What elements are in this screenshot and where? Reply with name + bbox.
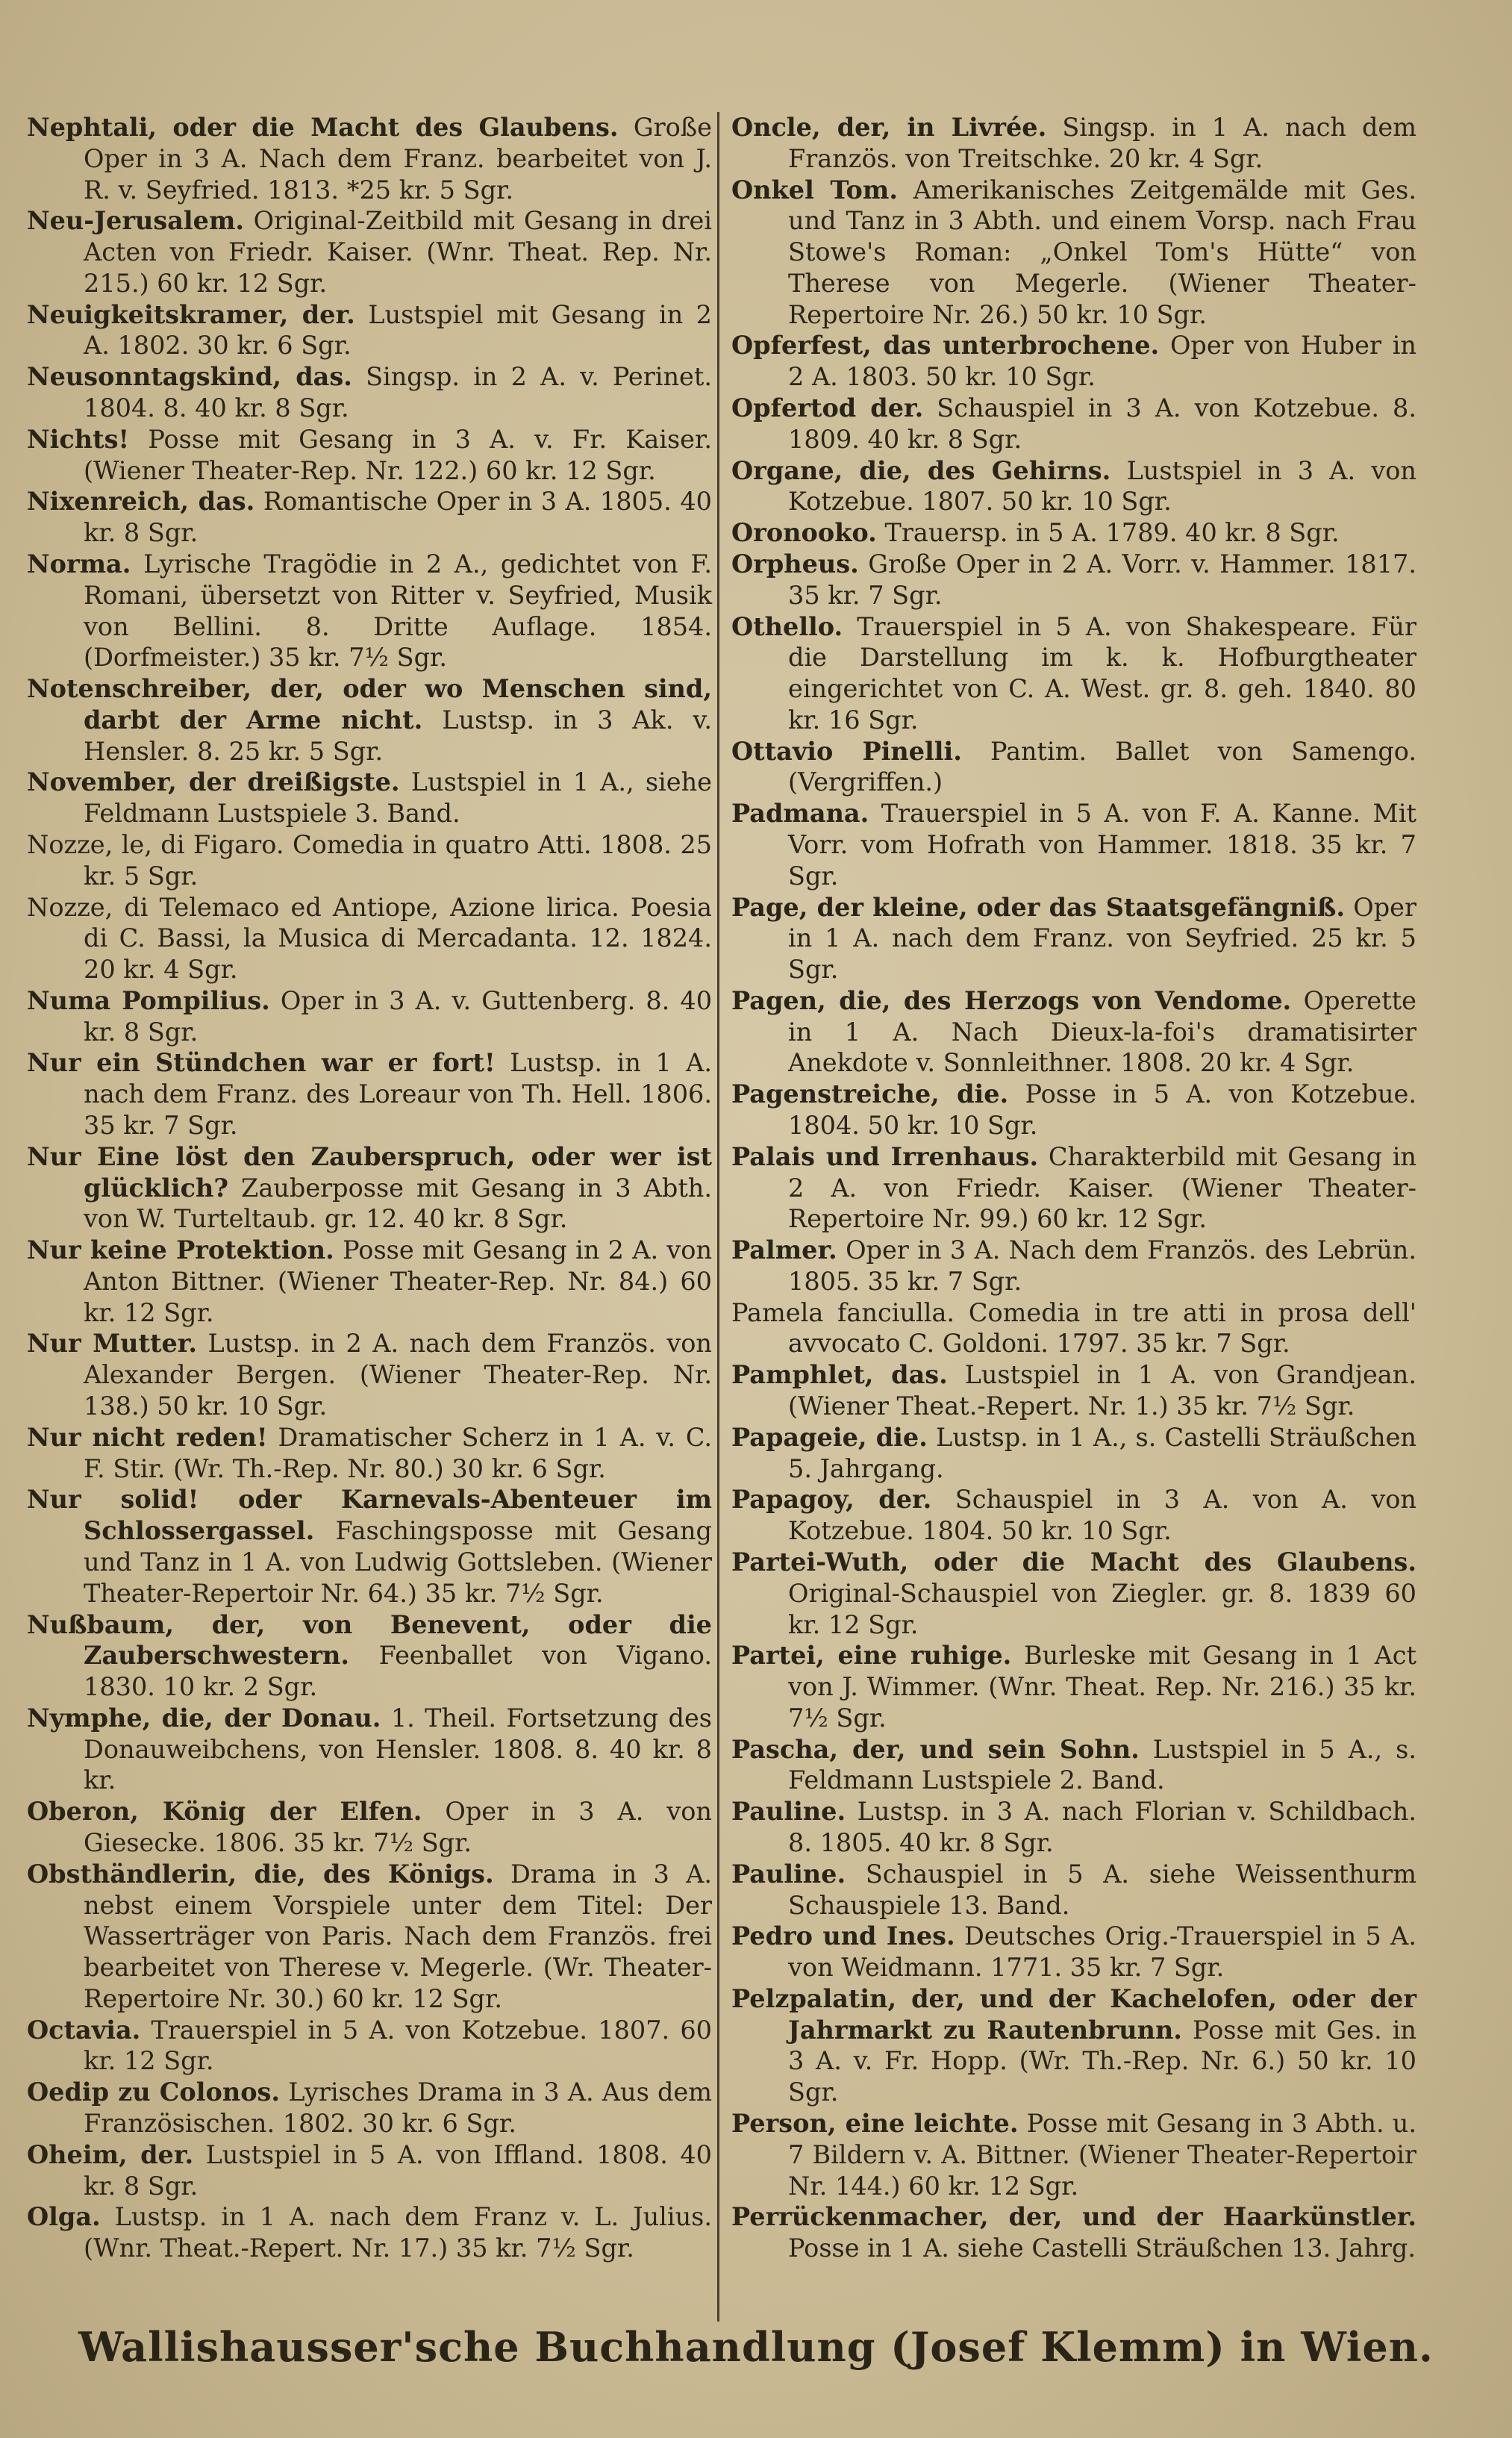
catalog-entry <box>27 1703 712 1796</box>
entry-description: Oper in 1 A. nach dem Franz. von Seyfried. 25 kr. 5 Sgr. <box>788 892 1416 985</box>
catalog-entry <box>27 1141 712 1235</box>
entry-description: Lustsp. in 2 A. nach dem Französ. von Alexander Bergen. (Wiener Theater-Rep. Nr. 138.) 50 kr. 10 Sgr. <box>84 1329 712 1421</box>
catalog-entry <box>27 892 712 985</box>
entry-title: Nur solid! oder Karnevals-Abenteuer im Schlossergassel. <box>27 1485 712 1546</box>
entry-description: Deutsches Orig.-Trauerspiel in 5 A. von Weidmann. 1771. 35 kr. 7 Sgr. <box>788 1921 1416 1983</box>
catalog-entry <box>731 1859 1416 1921</box>
catalog-entry <box>27 2077 712 2139</box>
entry-description: Charakterbild mit Gesang in 2 A. von Friedr. Kaiser. (Wiener Theater-Repertoire Nr. 99.) 60 kr. 12 Sgr. <box>788 1141 1416 1234</box>
entry-title: Octavia. <box>27 2015 141 2045</box>
catalog-entry <box>27 985 712 1048</box>
catalog-entry <box>27 767 712 829</box>
entry-title: Othello. <box>731 611 843 641</box>
catalog-entry <box>731 2201 1416 2264</box>
entry-title: Nichts! <box>27 424 130 454</box>
catalog-entry <box>731 1734 1416 1797</box>
entry-description: Schauspiel in 3 A. von Kotzebue. 8. 1809. 40 kr. 8 Sgr. <box>788 393 1416 454</box>
entry-title: Pedro und Ines. <box>731 1921 955 1951</box>
catalog-entry <box>731 517 1416 549</box>
entry-title: Nur ein Stündchen war er fort! <box>27 1048 496 1078</box>
catalog-entry <box>27 2201 712 2264</box>
catalog-entry <box>731 1547 1416 1640</box>
entry-description: Nozze, le, di Figaro. Comedia in quatro Atti. 1808. 25 kr. 5 Sgr. <box>27 829 712 891</box>
entry-title: Person, eine leichte. <box>731 2109 1019 2138</box>
catalog-entry <box>27 1484 712 1609</box>
entry-title: Pelzpalatin, der, und der Kachelofen, oder der Jahrmarkt zu Rautenbrunn. <box>731 1983 1416 2045</box>
catalog-entry <box>27 205 712 299</box>
catalog-entry <box>731 1359 1416 1422</box>
entry-description: Oper von Huber in 2 A. 1803. 50 kr. 10 Sgr. <box>788 331 1416 392</box>
entry-description: Große Oper in 3 A. Nach dem Franz. bearbeitet von J. R. v. Seyfried. 1813. *25 kr. 5 Sgr. <box>84 113 712 205</box>
catalog-entry <box>27 1859 712 2015</box>
entry-description: Lustspiel in 3 A. von Kotzebue. 1807. 50 kr. 10 Sgr. <box>788 455 1416 517</box>
entry-title: Obsthändlerin, die, des Königs. <box>27 1859 494 1889</box>
entry-title: Pauline. <box>731 1859 846 1889</box>
entry-description: Burleske mit Gesang in 1 Act von J. Wimmer. (Wnr. Theat. Rep. Nr. 216.) 35 kr. 7½ Sgr. <box>788 1641 1416 1733</box>
catalog-entry <box>731 985 1416 1079</box>
entry-description: Pantim. Ballet von Samengo. (Vergriffen.) <box>788 736 1417 797</box>
entry-description: Operette in 1 A. Nach Dieux-la-foi's dramatisirter Anekdote v. Sonnleithner. 1808. 20 kr. 4 Sgr. <box>788 985 1416 1078</box>
entry-title: Numa Pompilius. <box>27 985 270 1015</box>
catalog-entry <box>27 299 712 362</box>
catalog-entry <box>731 611 1416 736</box>
entry-description: Original-Zeitbild mit Gesang in drei Acten von Friedr. Kaiser. (Wnr. Theat. Rep. Nr. 215.) 60 kr. 12 Sgr. <box>84 206 713 298</box>
entry-title: Padmana. <box>731 799 869 829</box>
catalog-entry <box>27 486 712 549</box>
catalog-entry <box>27 112 712 205</box>
entry-title: Perrückenmacher, der, und der Haarkünstler. <box>731 2202 1416 2232</box>
entry-description: Feenballet von Vigano. 1830. 10 kr. 2 Sgr. <box>84 1641 712 1702</box>
column-divider <box>717 112 719 2322</box>
catalog-entry <box>27 1796 712 1859</box>
entry-title: Norma. <box>27 549 131 579</box>
entry-title: Partei-Wuth, oder die Macht des Glaubens. <box>731 1547 1416 1577</box>
entry-description: Große Oper in 2 A. Vorr. v. Hammer. 1817. 35 kr. 7 Sgr. <box>788 549 1417 610</box>
left-column <box>27 112 712 2264</box>
catalog-entry <box>27 2015 712 2077</box>
catalog-entry <box>27 549 712 673</box>
catalog-entry <box>731 1297 1416 1360</box>
entry-description: Lustspiel in 1 A., siehe Feldmann Lustspiele 3. Band. <box>84 767 712 829</box>
entry-title: Papageie, die. <box>731 1422 928 1452</box>
entry-title: Nymphe, die, der Donau. <box>27 1703 381 1733</box>
entry-title: Opfertod der. <box>731 393 924 423</box>
entry-description: Lustspiel in 5 A., s. Feldmann Lustspiele 2. Band. <box>788 1734 1416 1795</box>
entry-description: Lustspiel mit Gesang in 2 A. 1802. 30 kr. 6 Sgr. <box>84 299 712 361</box>
entry-description: Amerikanisches Zeitgemälde mit Ges. und Tanz in 3 Abth. und einem Vorsp. nach Frau Stowe's Roman: „Onkel Tom's Hütte“ von Therese von Megerle. (Wiener Theater-Repertoire Nr. 26.) 50 kr. 10 Sgr. <box>788 175 1416 329</box>
catalog-entry <box>731 1422 1416 1485</box>
entry-title: Pamphlet, das. <box>731 1360 948 1390</box>
entry-title: Nur Eine löst den Zauberspruch, oder wer ist glücklich? <box>27 1141 712 1203</box>
entry-title: Palais und Irrenhaus. <box>731 1141 1039 1171</box>
entry-description: Lustsp. in 3 Ak. v. Hensler. 8. 25 kr. 5 Sgr. <box>84 705 713 766</box>
entry-description: Trauerspiel in 5 A. von Kotzebue. 1807. 60 kr. 12 Sgr. <box>84 2015 712 2076</box>
entry-description: Posse mit Ges. in 3 A. v. Fr. Hopp. (Wr. Th.-Rep. Nr. 6.) 50 kr. 10 Sgr. <box>788 2015 1416 2107</box>
catalog-entry <box>27 829 712 892</box>
entry-title: Orpheus. <box>731 549 859 579</box>
entry-description: Dramatischer Scherz in 1 A. v. C. F. Stir. (Wr. Th.-Rep. Nr. 80.) 30 kr. 6 Sgr. <box>84 1422 712 1483</box>
entry-description: Posse in 1 A. siehe Castelli Sträußchen 13. Jahrg. <box>788 2233 1416 2263</box>
entry-description: Lyrische Tragödie in 2 A., gedichtet von F. Romani, übersetzt von Ritter v. Seyfried, Musik von Bellini. 8. Dritte Auflage. 1854. (Dorfmeister.) 35 kr. 7½ Sgr. <box>84 549 713 673</box>
entry-title: Nephtali, oder die Macht des Glaubens. <box>27 113 619 142</box>
entry-description: Pamela fanciulla. Comedia in tre atti in prosa dell' avvocato C. Goldoni. 1797. 35 kr. 7 Sgr. <box>731 1297 1416 1359</box>
entry-description: Nozze, di Telemaco ed Antiope, Azione lirica. Poesia di C. Bassi, la Musica di Mercadanta. 12. 1824. 20 kr. 4 Sgr. <box>27 892 712 985</box>
entry-description: Posse in 5 A. von Kotzebue. 1804. 50 kr. 10 Sgr. <box>788 1079 1416 1140</box>
entry-title: Pagen, die, des Herzogs von Vendome. <box>731 985 1292 1015</box>
entry-description: Lustsp. in 1 A. nach dem Franz v. L. Julius. (Wnr. Theat.-Repert. Nr. 17.) 35 kr. 7½ Sgr. <box>84 2202 712 2263</box>
entry-description: Drama in 3 A. nebst einem Vorspiele unter dem Titel: Der Wasserträger von Paris. Nach dem Französ. frei bearbeitet von Therese v. Megerle. (Wr. Theater-Repertoire Nr. 30.) 60 kr. 12 Sgr. <box>84 1859 712 2013</box>
entry-description: Lustspiel in 5 A. von Iffland. 1808. 40 kr. 8 Sgr. <box>84 2139 712 2201</box>
catalog-entry <box>27 1047 712 1141</box>
catalog-entry <box>731 1484 1416 1547</box>
entry-title: Opferfest, das unterbrochene. <box>731 331 1160 361</box>
entry-description: Trauersp. in 5 A. 1789. 40 kr. 8 Sgr. <box>884 518 1340 548</box>
entry-title: Pagenstreiche, die. <box>731 1079 1009 1109</box>
catalog-entry <box>27 1328 712 1421</box>
entry-description: Oper in 3 A. Nach dem Französ. des Lebrün. 1805. 35 kr. 7 Sgr. <box>788 1235 1416 1296</box>
catalog-entry <box>731 330 1416 393</box>
catalog-entry <box>731 892 1416 985</box>
catalog-entry <box>731 1141 1416 1235</box>
entry-title: Nur Mutter. <box>27 1329 198 1359</box>
entry-title: Neu-Jerusalem. <box>27 206 245 236</box>
catalog-entry <box>731 549 1416 611</box>
entry-title: Papagoy, der. <box>731 1485 932 1515</box>
catalog-entry <box>731 1235 1416 1297</box>
entry-title: Ottavio Pinelli. <box>731 736 962 766</box>
entry-description: Lustsp. in 3 A. nach Florian v. Schildbach. 8. 1805. 40 kr. 8 Sgr. <box>788 1797 1416 1857</box>
entry-title: Nixenreich, das. <box>27 487 255 517</box>
entry-description: Oper in 3 A. v. Guttenberg. 8. 40 kr. 8 Sgr. <box>84 985 713 1047</box>
catalog-entry <box>731 1796 1416 1859</box>
entry-title: Palmer. <box>731 1235 837 1265</box>
catalog-entry <box>731 1921 1416 1983</box>
entry-title: Page, der kleine, oder das Staatsgefängniß. <box>731 892 1346 922</box>
entry-description: Original-Schauspiel von Ziegler. gr. 8. 1839 60 kr. 12 Sgr. <box>788 1578 1416 1639</box>
catalog-entry <box>27 673 712 767</box>
catalog-entry <box>27 2139 712 2202</box>
entry-title: Neusonntagskind, das. <box>27 362 352 392</box>
entry-title: Pascha, der, und sein Sohn. <box>731 1734 1140 1764</box>
entry-description: Lustspiel in 1 A. von Grandjean. (Wiener Theat.-Repert. Nr. 1.) 35 kr. 7½ Sgr. <box>788 1360 1417 1421</box>
entry-title: Pauline. <box>731 1797 846 1827</box>
catalog-entry <box>27 1422 712 1485</box>
catalog-entry <box>27 1235 712 1328</box>
entry-description: Posse mit Gesang in 3 A. v. Fr. Kaiser. (Wiener Theater-Rep. Nr. 122.) 60 kr. 12 Sgr. <box>84 424 712 485</box>
entry-description: Singsp. in 1 A. nach dem Französ. von Treitschke. 20 kr. 4 Sgr. <box>788 113 1417 173</box>
entry-description: Schauspiel in 3 A. von A. von Kotzebue. 1804. 50 kr. 10 Sgr. <box>788 1485 1416 1546</box>
publisher-footer: Wallishausser'sche Buchhandlung (Josef Klemm) in Wien. <box>78 2323 1434 2371</box>
catalog-entry <box>731 798 1416 891</box>
entry-title: Partei, eine ruhige. <box>731 1641 1012 1671</box>
entry-description: Lyrisches Drama in 3 A. Aus dem Französischen. 1802. 30 kr. 6 Sgr. <box>84 2077 712 2138</box>
entry-title: Nur nicht reden! <box>27 1422 268 1452</box>
entry-title: Nußbaum, der, von Benevent, oder die Zauberschwestern. <box>27 1609 712 1671</box>
entry-title: Oedip zu Colonos. <box>27 2077 281 2107</box>
entry-description: Posse mit Gesang in 3 Abth. u. 7 Bildern v. A. Bittner. (Wiener Theater-Repertoir Nr. 144.) 60 kr. 12 Sgr. <box>788 2109 1416 2201</box>
catalog-entry <box>731 1079 1416 1141</box>
entry-title: Nur keine Protektion. <box>27 1235 334 1265</box>
entry-description: Lustsp. in 1 A., s. Castelli Sträußchen 5. Jahrgang. <box>788 1422 1417 1483</box>
entry-description: Oper in 3 A. von Giesecke. 1806. 35 kr. 7½ Sgr. <box>84 1797 712 1857</box>
entry-description: Faschingsposse mit Gesang und Tanz in 1 A. von Ludwig Gottsleben. (Wiener Theater-Repertoir Nr. 64.) 35 kr. 7½ Sgr. <box>84 1516 712 1608</box>
entry-title: Oheim, der. <box>27 2139 194 2169</box>
catalog-entry <box>731 112 1416 175</box>
entry-description: Singsp. in 2 A. v. Perinet. 1804. 8. 40 kr. 8 Sgr. <box>84 362 712 423</box>
entry-description: Posse mit Gesang in 2 A. von Anton Bittner. (Wiener Theater-Rep. Nr. 84.) 60 kr. 12 Sgr. <box>84 1235 713 1327</box>
entry-title: Oncle, der, in Livrée. <box>731 113 1047 142</box>
catalog-entry <box>731 455 1416 518</box>
entry-title: Onkel Tom. <box>731 175 899 205</box>
entry-title: Notenschreiber, der, oder wo Menschen sind, darbt der Arme nicht. <box>27 674 712 735</box>
entry-description: Lustsp. in 1 A. nach dem Franz. des Loreaur von Th. Hell. 1806. 35 kr. 7 Sgr. <box>84 1048 712 1140</box>
catalog-entry <box>731 2108 1416 2201</box>
catalog-entry <box>731 393 1416 455</box>
catalog-entry <box>27 1609 712 1703</box>
entry-description: 1. Theil. Fortsetzung des Donauweibchens, von Hensler. 1808. 8. 40 kr. 8 kr. <box>84 1703 712 1795</box>
catalog-entry <box>731 1640 1416 1733</box>
catalog-entry <box>27 424 712 487</box>
catalog-entry <box>731 736 1416 799</box>
entry-description: Trauerspiel in 5 A. von Shakespeare. Für die Darstellung im k. k. Hofburgtheater eingerichtet von C. A. West. gr. 8. geh. 1840. 80 kr. 16 Sgr. <box>788 611 1416 735</box>
catalog-entry <box>27 361 712 424</box>
entry-title: Olga. <box>27 2202 101 2232</box>
entry-title: Oberon, König der Elfen. <box>27 1797 422 1827</box>
right-column <box>731 112 1416 2264</box>
entry-title: November, der dreißigste. <box>27 767 400 797</box>
entry-title: Organe, die, des Gehirns. <box>731 455 1111 485</box>
entry-description: Romantische Oper in 3 A. 1805. 40 kr. 8 Sgr. <box>84 487 712 548</box>
entry-title: Oronooko. <box>731 518 877 548</box>
entry-description: Schauspiel in 5 A. siehe Weissenthurm Schauspiele 13. Band. <box>788 1859 1416 1920</box>
entry-description: Trauerspiel in 5 A. von F. A. Kanne. Mit Vorr. vom Hofrath von Hammer. 1818. 35 kr. 7 Sgr. <box>788 799 1416 891</box>
catalog-entry <box>731 175 1416 331</box>
entry-description: Zauberposse mit Gesang in 3 Abth. von W. Turteltaub. gr. 12. 40 kr. 8 Sgr. <box>84 1173 713 1234</box>
catalog-entry <box>731 1983 1416 2108</box>
entry-title: Neuigkeitskramer, der. <box>27 299 355 329</box>
